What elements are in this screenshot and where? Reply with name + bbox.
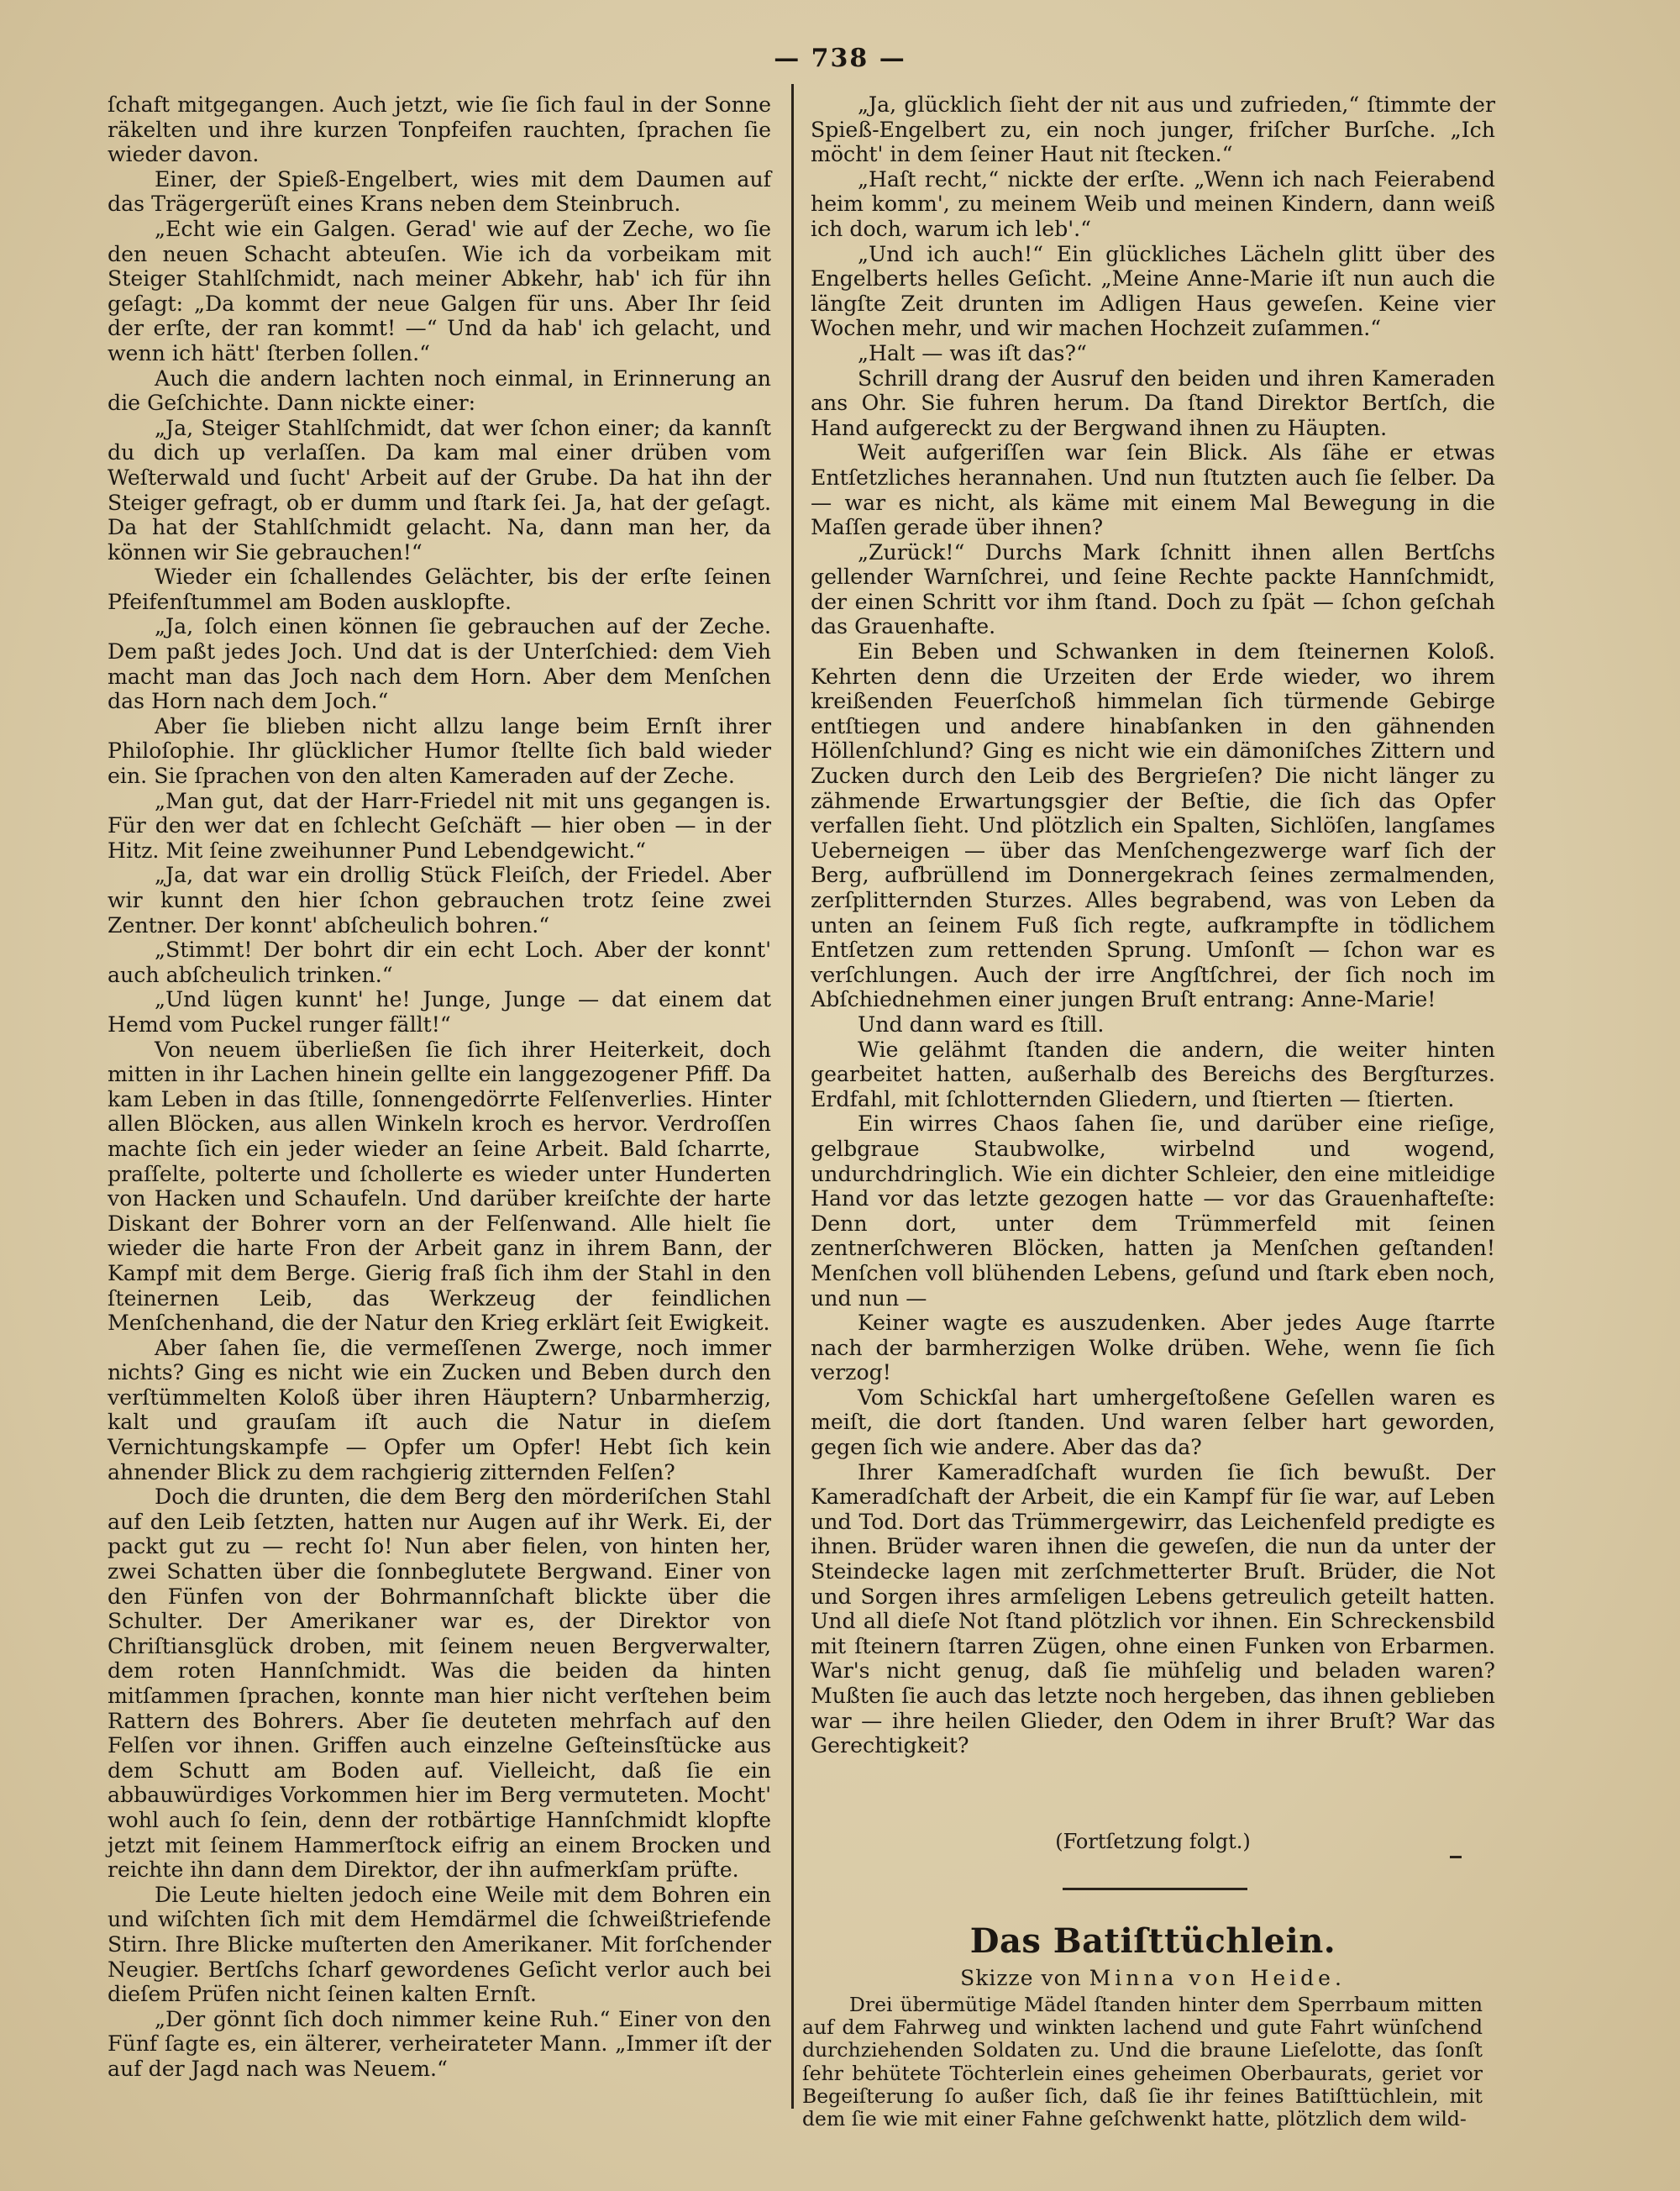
- column-divider: [791, 84, 794, 2109]
- paragraph: „Ja, dat war ein drollig Stück Fleiſch, der Friedel. Aber wir kunnt den hier ſchon gebrauchen trotz ſeine zwei Zentner. Der konnt' abſcheulich bohren.“: [108, 863, 771, 938]
- paragraph: Einer, der Spieß-Engelbert, wies mit dem Daumen auf das Trägergerüſt eines Krans neben dem Steinbruch.: [108, 166, 771, 217]
- story-title: Das Batiſttüchlein.: [969, 1921, 1336, 1961]
- paragraph: „Zurück!“ Durchs Mark ſchnitt ihnen allen Bertſchs gellender Warnſchrei, und ſeine Rechte packte Hannſchmidt, der einen Schritt vor ihm ſtand. Doch zu ſpät — ſchon geſchah das Grauenhafte.: [811, 539, 1495, 639]
- paragraph: Keiner wagte es auszudenken. Aber jedes Auge ſtarrte nach der barmherzigen Wolke drüben. Wehe, wenn ſie ſich verzog!: [811, 1311, 1495, 1385]
- paragraph: Ein Beben und Schwanken in dem ſteinernen Koloß. Kehrten denn die Urzeiten der Erde wieder, wo ihrem kreißenden Feuerſchoß himmelan ſich türmende Gebirge entſtiegen und andere hinabſanken in den gähnenden Höllenſchlund? Ging es nicht wie ein dämoniſches Zittern und Zucken durch den Leib des Bergrieſen? Die nicht länger zu zähmende Erwartungsgier der Beſtie, die ſich das Opfer verfallen ſieht. Und plötzlich ein Spalten, Sichlöſen, langſames Ueberneigen — über das Menſchengezwerge warf ſich der Berg, aufbrüllend im Donnergekrach ſeines zermalmenden, zerſplitternden Sturzes. Alles begrabend, was von Leben da unten an ſeinem Fuß ſich regte, aufkrampfte in tödlichem Entſetzen zum rettenden Sprung. Umſonſt — ſchon war es verſchlungen. Auch der irre Angſtſchrei, der ſich noch im Abſchiednehmen einer jungen Bruſt entrang: Anne-Marie!: [811, 639, 1495, 1012]
- story-author: Minna von Heide.: [1089, 1966, 1346, 1990]
- page-number: — 738 —: [774, 44, 906, 73]
- paragraph: „Ja, Steiger Stahlſchmidt, dat wer ſchon einer; da kannſt du dich up verlaſſen. Da kam mal einer drüben vom Weſterwald und ſucht' Arbeit auf der Grube. Da hat ihn der Steiger gefragt, ob er dumm und ſtark ſei. Ja, hat der geſagt. Da hat der Stahlſchmidt gelacht. Na, dann man her, da können wir Sie gebrauchen!“: [108, 415, 771, 565]
- paragraph: Drei übermütige Mädel ſtanden hinter dem Sperrbaum mitten auf dem Fahrweg und winkten lachend und gute Fahrt wünſchend durchziehenden Soldaten zu. Und die braune Lieſelotte, das ſonſt ſehr behütete Töchterlein eines geheimen Oberbaurats, geriet vor Begeiſterung ſo außer ſich, daß ſie ihr feines Batiſttüchlein, mit dem ſie wie mit einer Fahne geſchwenkt hatte, plötzlich dem wild-: [802, 1993, 1483, 2131]
- subtitle-prefix: Skizze von: [960, 1966, 1082, 1990]
- right-column: [811, 92, 1495, 1758]
- paragraph: Wieder ein ſchallendes Gelächter, bis der erſte ſeinen Pfeifenſtummel am Boden ausklopfte.: [108, 565, 771, 614]
- end-mark: [1450, 1856, 1462, 1858]
- paragraph: „Ja, glücklich ſieht der nit aus und zufrieden,“ ſtimmte der Spieß-Engelbert zu, ein noch junger, friſcher Burſche. „Ich möcht' in dem ſeiner Haut nit ſtecken.“: [811, 92, 1495, 167]
- paragraph: „Ja, ſolch einen können ſie gebrauchen auf der Zeche. Dem paßt jedes Joch. Und dat is der Unterſchied: dem Vieh macht man das Joch nach dem Horn. Aber dem Menſchen das Horn nach dem Joch.“: [108, 614, 771, 714]
- story-subtitle: [811, 1966, 1495, 1990]
- paragraph: Weit aufgeriſſen war ſein Blick. Als ſähe er etwas Entſetzliches herannahen. Und nun ſtutzten auch ſie ſelber. Da — war es nicht, als käme mit einem Mal Bewegung in die Maſſen gerade über ihnen?: [811, 440, 1495, 540]
- paragraph: „Und lügen kunnt' he! Junge, Junge — dat einem dat Hemd vom Puckel runger fällt!“: [108, 987, 771, 1037]
- paragraph: Ihrer Kameradſchaft wurden ſie ſich bewußt. Der Kameradſchaft der Arbeit, die ein Kampf für ſie war, auf Leben und Tod. Dort das Trümmergewirr, das Leichenfeld predigte es ihnen. Brüder waren ihnen die geweſen, die nun da unter der Steindecke lagen mit zerſchmetterter Bruſt. Brüder, die Not und Sorgen ihres armſeligen Lebens getreulich geteilt hatten. Und all dieſe Not ſtand plötzlich vor ihnen. Ein Schreckensbild mit ſteinern ſtarren Zügen, ohne einen Funken von Erbarmen. War's nicht genug, daß ſie mühſelig und beladen waren? Mußten ſie auch das letzte noch hergeben, das ihnen geblieben war — ihre heilen Glieder, den Odem in ihrer Bruſt? War das Gerechtigkeit?: [811, 1459, 1495, 1758]
- paragraph: Auch die andern lachten noch einmal, in Erinnerung an die Geſchichte. Dann nickte einer:: [108, 365, 771, 416]
- paragraph: „Stimmt! Der bohrt dir ein echt Loch. Aber der konnt' auch abſcheulich trinken.“: [108, 938, 771, 987]
- paragraph: „Man gut, dat der Harr-Friedel nit mit uns gegangen is. Für den wer dat en ſchlecht Geſchäft — hier oben — in der Hitz. Mit ſeine zweihunner Pund Lebendgewicht.“: [108, 788, 771, 863]
- paragraph: Und dann ward es ſtill.: [858, 1011, 1105, 1037]
- section-rule: [1063, 1888, 1247, 1890]
- paragraph: Wie gelähmt ſtanden die andern, die weiter hinten gearbeitet hatten, außerhalb des Bereichs des Bergſturzes. Erdfahl, mit ſchlotternden Gliedern, und ſtierten — ſtierten.: [811, 1037, 1495, 1111]
- paragraph: „Und ich auch!“ Ein glückliches Lächeln glitt über des Engelberts helles Geſicht. „Meine Anne-Marie iſt nun auch die längſte Zeit drunten im Adligen Haus geweſen. Keine vier Wochen mehr, und wir machen Hochzeit zuſammen.“: [811, 241, 1495, 341]
- paragraph: ſchaft mitgegangen. Auch jetzt, wie ſie ſich faul in der Sonne räkelten und ihre kurzen Tonpfeifen rauchten, ſprachen ſie wieder davon.: [108, 92, 771, 167]
- paragraph: Die Leute hielten jedoch eine Weile mit dem Bohren ein und wiſchten ſich mit dem Hemdärmel die ſchweißtriefende Stirn. Ihre Blicke muſterten den Amerikaner. Mit forſchender Neugier. Bertſchs ſcharf gewordenes Geſicht verlor auch bei dieſem Prüfen nicht ſeinen kalten Ernſt.: [108, 1882, 771, 2007]
- continuation-note: (Fortſetzung folgt.): [1055, 1830, 1251, 1853]
- story-body: [802, 1994, 1483, 2131]
- paragraph: „Haſt recht,“ nickte der erſte. „Wenn ich nach Feierabend heim komm', zu meinem Weib und meinen Kindern, dann weiß ich doch, warum ich leb'.“: [811, 166, 1495, 241]
- paragraph: Aber ſie blieben nicht allzu lange beim Ernſt ihrer Philoſophie. Ihr glücklicher Humor ſtellte ſich bald wieder ein. Sie ſprachen von den alten Kameraden auf der Zeche.: [108, 713, 771, 789]
- left-column: [108, 92, 771, 2082]
- paragraph: Doch die drunten, die dem Berg den mörderiſchen Stahl auf den Leib ſetzten, hatten nur Augen auf ihr Werk. Ei, der packt gut zu — recht ſo! Nun aber fielen, von hinten her, zwei Schatten über die ſonnbeglutete Bergwand. Einer von den Fünfen von der Bohrmannſchaft blickte über die Schulter. Der Amerikaner war es, der Direktor von Chriſtiansglück droben, mit ſeinem neuen Bergverwalter, dem roten Hannſchmidt. Was die beiden da hinten mitſammen ſprachen, konnte man hier nicht verſtehen beim Rattern des Bohrers. Aber ſie deuteten mehrfach auf den Felſen vor ihnen. Griffen auch einzelne Geſteinsſtücke aus dem Schutt am Boden auf. Vielleicht, daß ſie ein abbauwürdiges Vorkommen hier im Berg vermuteten. Mocht' wohl auch ſo ſein, denn der rotbärtige Hannſchmidt klopfte jetzt mit ſeinem Hammerſtock eifrig an einem Brocken und reichte ihn dann dem Direktor, der ihn aufmerkſam prüfte.: [108, 1484, 771, 1883]
- paragraph: Von neuem überließen ſie ſich ihrer Heiterkeit, doch mitten in ihr Lachen hinein gellte ein langgezogener Pfiff. Da kam Leben in das ſtille, ſonnengedörrte Felſenverlies. Hinter allen Blöcken, aus allen Winkeln kroch es hervor. Verdroſſen machte ſich ein jeder wieder an ſeine Arbeit. Bald ſcharrte, praſſelte, polterte und ſchollerte es wieder unter Hunderten von Hacken und Schaufeln. Und darüber kreiſchte der harte Diskant der Bohrer vorn an der Felſenwand. Alle hielt ſie wieder die harte Fron der Arbeit ganz in ihrem Bann, der Kampf mit dem Berge. Gierig fraß ſich ihm der Stahl in den ſteinernen Leib, das Werkzeug der feindlichen Menſchenhand, die der Natur den Krieg erklärt ſeit Ewigkeit.: [108, 1037, 771, 1336]
- paragraph: Ein wirres Chaos ſahen ſie, und darüber eine rieſige, gelbgraue Staubwolke, wirbelnd und wogend, undurchdringlich. Wie ein dichter Schleier, den eine mitleidige Hand vor das letzte gezogen hatte — vor das Grauenhafteſte: Denn dort, unter dem Trümmerfeld mit ſeinen zentnerſchweren Blöcken, hatten ja Menſchen geſtanden! Menſchen voll blühenden Lebens, geſund und ſtark eben noch, und nun —: [811, 1111, 1495, 1311]
- paragraph: „Halt — was iſt das?“: [858, 340, 1087, 365]
- paragraph: Aber ſahen ſie, die vermeſſenen Zwerge, noch immer nichts? Ging es nicht wie ein Zucken und Beben durch den verſtümmelten Koloß über ihren Häuptern? Unbarmherzig, kalt und grauſam iſt auch die Natur in dieſem Vernichtungskampfe — Opfer um Opfer! Hebt ſich kein ahnender Blick zu dem rachgierig zitternden Felſen?: [108, 1335, 771, 1484]
- paragraph: „Echt wie ein Galgen. Gerad' wie auf der Zeche, wo ſie den neuen Schacht abteuſen. Wie ich da vorbeikam mit Steiger Stahlſchmidt, nach meiner Abkehr, hab' ich für ihn geſagt: „Da kommt der neue Galgen für uns. Aber Ihr ſeid der erſte, der ran kommt! —“ Und da hab' ich gelacht, und wenn ich hätt' ſterben ſollen.“: [108, 216, 771, 365]
- paragraph: Schrill drang der Ausruf den beiden und ihren Kameraden ans Ohr. Sie fuhren herum. Da ſtand Direktor Bertſch, die Hand aufgereckt zu der Bergwand ihnen zu Häupten.: [811, 365, 1495, 440]
- paragraph: „Der gönnt ſich doch nimmer keine Ruh.“ Einer von den Fünf ſagte es, ein älterer, verheirateter Mann. „Immer iſt der auf der Jagd nach was Neuem.“: [108, 2006, 771, 2081]
- paragraph: Vom Schickſal hart umhergeſtoßene Geſellen waren es meiſt, die dort ſtanden. Und waren ſelber hart geworden, gegen ſich wie andere. Aber das da?: [811, 1384, 1495, 1460]
